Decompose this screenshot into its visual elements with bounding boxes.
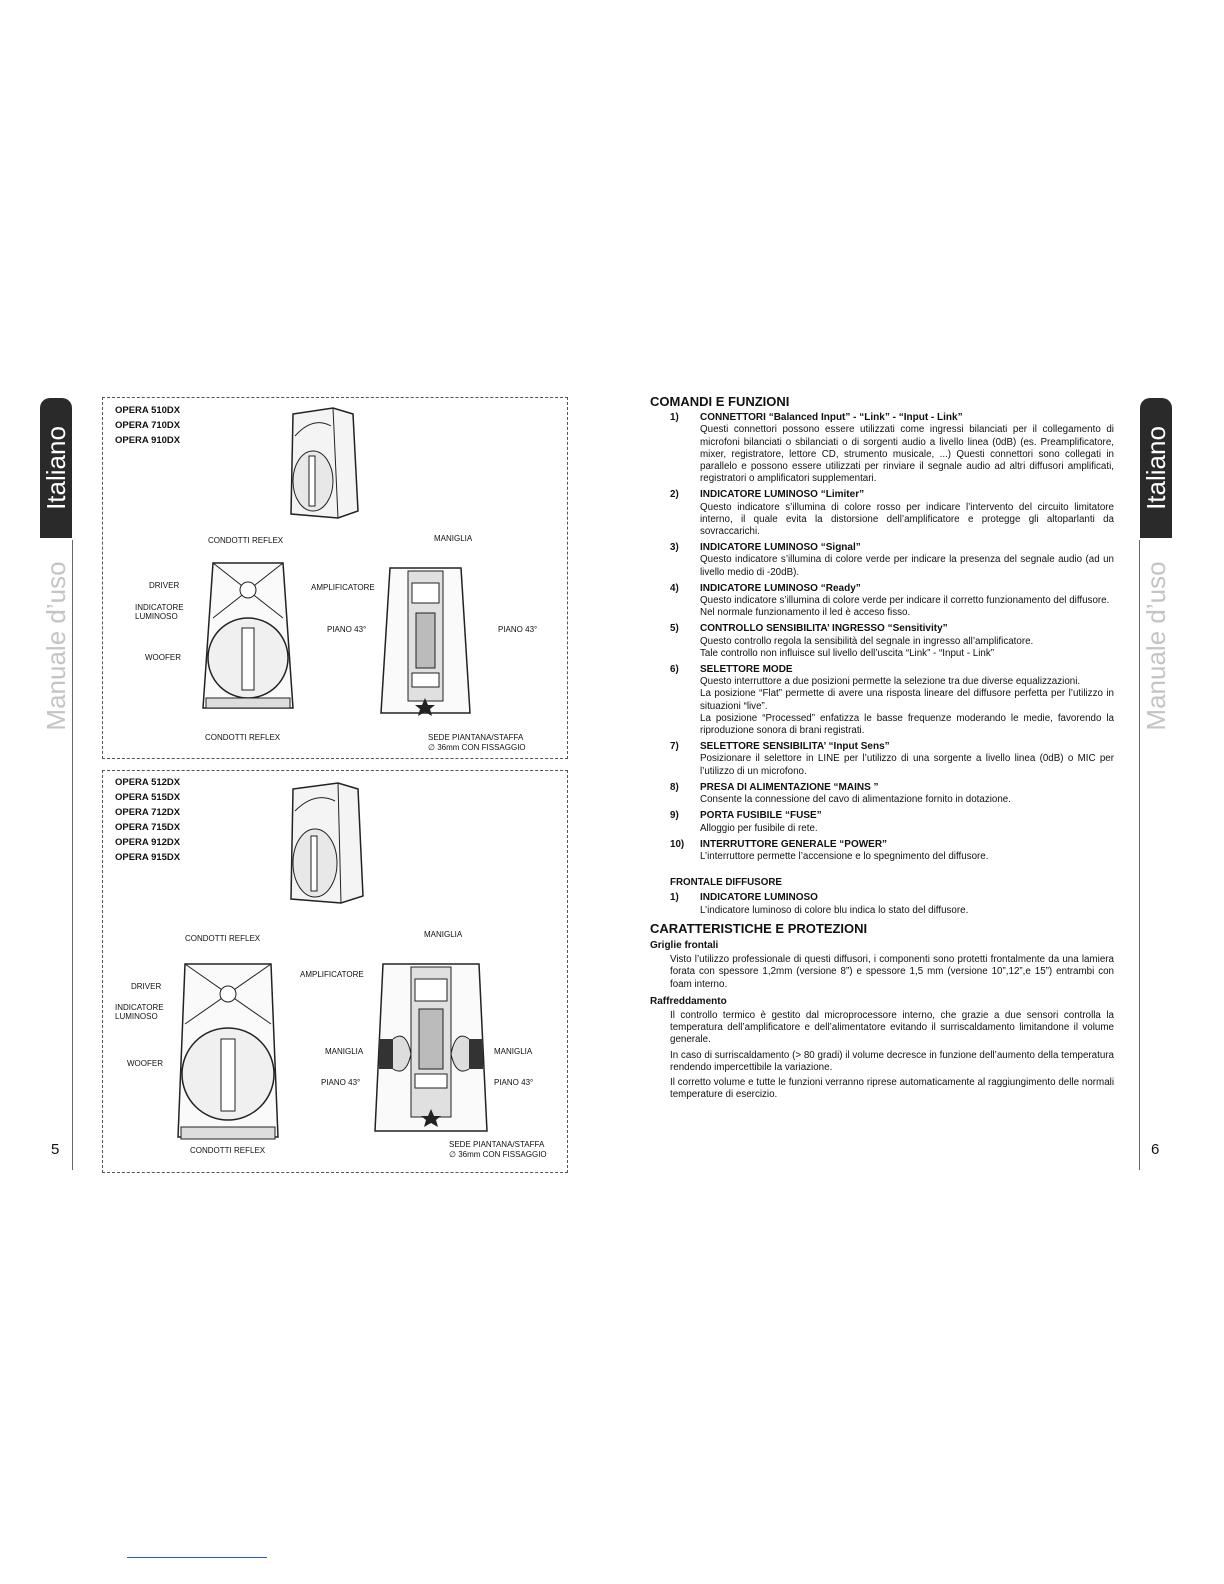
item-title: INDICATORE LUMINOSO “Signal”	[700, 542, 861, 554]
item-body: Questo indicatore s’illumina di colore rosso per indicare l’intervento del circuito limitatore interno, il quale evita la distorsione dell’amplificatore e protegge gli altoparlanti da sovraccarichi.	[700, 501, 1114, 538]
language-tab-label: Italiano	[41, 426, 71, 510]
item-title: PORTA FUSIBILE “FUSE”	[700, 810, 822, 822]
item-number: 1)	[670, 892, 679, 904]
subheading-raffreddamento: Raffreddamento	[650, 995, 727, 1007]
language-tab-label: Italiano	[1141, 426, 1171, 510]
label-piano-right: PIANO 43°	[494, 1078, 534, 1087]
label-condotti-reflex-bottom: CONDOTTI REFLEX	[190, 1146, 266, 1155]
model-name: OPERA 715DX	[115, 822, 181, 833]
item-number: 3)	[670, 542, 679, 554]
language-tab-right	[1140, 398, 1172, 538]
label-amplificatore: AMPLIFICATORE	[311, 583, 375, 592]
item-body: La posizione “Flat” permette di avere una risposta lineare del diffusore perfetta per l’utilizzo in situazioni “live”.	[700, 688, 1114, 712]
item-number: 6)	[670, 664, 679, 676]
speaker-rear-view-diagram	[371, 959, 491, 1139]
section-title-comandi: COMANDI E FUNZIONI	[650, 394, 790, 409]
item-body: L’interruttore permette l’accensione e lo spegnimento del diffusore.	[700, 850, 989, 862]
speaker-perspective-illustration	[283, 781, 368, 906]
item-title: INDICATORE LUMINOSO	[700, 892, 818, 904]
item-number: 4)	[670, 582, 679, 594]
item-body: Questo indicatore s’illumina di colore verde per indicare il corretto funzionamento del diffusore.	[700, 595, 1110, 607]
item-title: SELETTORE SENSIBILITA’ “Input Sens”	[700, 741, 890, 753]
margin-rule-right	[1139, 540, 1140, 1170]
label-luminoso: LUMINOSO	[115, 1012, 158, 1021]
label-piano-right: PIANO 43°	[498, 625, 538, 634]
label-maniglia-right: MANIGLIA	[494, 1047, 533, 1056]
label-sede-piantana: SEDE PIANTANA/STAFFA	[449, 1140, 545, 1149]
label-sede-piantana: SEDE PIANTANA/STAFFA	[428, 733, 524, 742]
margin-rule-left	[72, 540, 73, 1170]
model-name: OPERA 712DX	[115, 807, 181, 818]
item-body: Questo indicatore s’illumina di colore verde per indicare la presenza del segnale audio (ad un livello medio di -20dB).	[700, 554, 1114, 578]
page-number-right: 6	[1151, 1141, 1160, 1158]
list-item	[650, 664, 1114, 737]
item-body: Alloggio per fusibile di rete.	[700, 822, 818, 834]
item-title: PRESA DI ALIMENTAZIONE “MAINS ”	[700, 781, 879, 793]
item-number: 10)	[670, 838, 685, 850]
item-title: INDICATORE LUMINOSO “Ready”	[700, 582, 861, 594]
label-maniglia-top: MANIGLIA	[424, 930, 463, 939]
item-body: Questo interruttore a due posizioni permette la selezione tra due diverse equalizzazioni.	[700, 676, 1081, 688]
label-piano-left: PIANO 43°	[327, 625, 367, 634]
label-sede-diametro: ∅ 36mm CON FISSAGGIO	[428, 743, 526, 752]
list-item	[650, 741, 1114, 778]
speaker-rear-view-diagram	[378, 563, 473, 723]
list-item	[650, 583, 1114, 620]
label-maniglia-left: MANIGLIA	[325, 1047, 364, 1056]
section-title-caratteristiche: CARATTERISTICHE E PROTEZIONI	[650, 920, 868, 936]
subheading-griglie: Griglie frontali	[650, 939, 719, 951]
item-body: Posizionare il selettore in LINE per l’utilizzo di una sorgente a livello linea (0dB) o MIC per l’utilizzo di un microfono.	[700, 753, 1114, 777]
model-name: OPERA 510DX	[115, 405, 181, 416]
subsection-title-frontale: FRONTALE DIFFUSORE	[670, 877, 782, 889]
item-body: Questo controllo regola la sensibilità del segnale in ingresso all’amplificatore.	[700, 635, 1034, 647]
paragraph: In caso di surriscaldamento (> 80 gradi) il volume decresce in funzione dell’aumento della temperatura rendendo impercettibile la variazione.	[670, 1049, 1114, 1073]
model-name: OPERA 512DX	[115, 777, 181, 788]
list-item	[650, 892, 1114, 916]
label-indicatore: INDICATORE	[135, 603, 184, 612]
label-amplificatore: AMPLIFICATORE	[300, 970, 364, 979]
label-woofer: WOOFER	[145, 653, 181, 662]
list-item	[650, 810, 1114, 834]
diagram-panel-large-models	[102, 770, 568, 1173]
list-item	[650, 623, 1114, 660]
item-body: L’indicatore luminoso di colore blu indica lo stato del diffusore.	[700, 904, 969, 916]
speaker-perspective-illustration	[283, 406, 363, 521]
side-title-right: Manuale d’uso	[1141, 561, 1171, 731]
paragraph: Il corretto volume e tutte le funzioni verranno riprese automaticamente al raggiungimento delle normali temperature di esercizio.	[670, 1076, 1114, 1101]
item-number: 8)	[670, 781, 679, 793]
item-number: 1)	[670, 412, 679, 424]
label-luminoso: LUMINOSO	[135, 612, 178, 621]
model-name: OPERA 910DX	[115, 435, 181, 446]
list-item	[650, 542, 1114, 579]
item-title: CONNETTORI “Balanced Input” - “Link” - “Input - Link”	[700, 412, 963, 424]
label-piano-left: PIANO 43°	[321, 1078, 361, 1087]
language-tab-left	[40, 398, 72, 538]
speaker-front-view-diagram	[173, 959, 283, 1149]
item-number: 9)	[670, 810, 679, 822]
bottom-rule-line	[127, 1557, 267, 1558]
paragraph: Il controllo termico è gestito dal microprocessore interno, che grazie a due sensori controlla la temperatura dell’amplificatore e dell’alimentatore evitando il surriscaldamento limitandone il volume generale.	[670, 1009, 1114, 1046]
side-title-left: Manuale d’uso	[41, 561, 71, 731]
item-number: 7)	[670, 741, 679, 753]
label-indicatore: INDICATORE	[115, 1003, 164, 1012]
item-title: INTERRUTTORE GENERALE “POWER”	[700, 838, 888, 850]
label-driver: DRIVER	[131, 982, 162, 991]
item-body: La posizione “Processed” enfatizza le basse frequenze moderando le medie, favorendo la riproduzione sonora di brani registrati.	[700, 712, 1114, 737]
item-body: Tale controllo non influisce sul livello dell’uscita “Link” - “Input - Link”	[700, 647, 995, 659]
list-item	[650, 839, 1114, 863]
label-condotti-reflex-top: CONDOTTI REFLEX	[185, 934, 261, 943]
list-item	[650, 489, 1114, 538]
list-item	[650, 782, 1114, 806]
list-item	[650, 412, 1114, 485]
label-condotti-reflex-bottom: CONDOTTI REFLEX	[205, 733, 281, 742]
label-condotti-reflex-top: CONDOTTI REFLEX	[208, 536, 284, 545]
model-name: OPERA 912DX	[115, 837, 181, 848]
paragraph: Visto l’utilizzo professionale di questi diffusori, i componenti sono protetti frontalmente da una lamiera forata con spessore 1,2mm (versione 8”) e spessore 1,5 mm (versione 10”,12”,e 15”) entrambi con foam interno.	[670, 954, 1114, 990]
label-driver: DRIVER	[149, 581, 180, 590]
model-name: OPERA 515DX	[115, 792, 181, 803]
right-page-content	[650, 396, 1114, 1104]
model-name: OPERA 710DX	[115, 420, 181, 431]
page-number-left: 5	[51, 1141, 60, 1158]
model-list	[115, 775, 180, 865]
item-title: INDICATORE LUMINOSO “Limiter”	[700, 489, 865, 501]
item-body: Consente la connessione del cavo di alimentazione fornito in dotazione.	[700, 794, 1011, 806]
item-number: 5)	[670, 623, 679, 635]
label-woofer: WOOFER	[127, 1059, 163, 1068]
label-maniglia: MANIGLIA	[434, 534, 473, 543]
label-sede-diametro: ∅ 36mm CON FISSAGGIO	[449, 1150, 547, 1159]
item-title: SELETTORE MODE	[700, 664, 793, 676]
item-number: 2)	[670, 489, 679, 501]
item-title: CONTROLLO SENSIBILITA’ INGRESSO “Sensitivity”	[700, 623, 948, 635]
speaker-front-view-diagram	[198, 558, 298, 718]
model-list	[115, 403, 180, 448]
item-body: Nel normale funzionamento il led è acceso fisso.	[700, 607, 911, 619]
model-name: OPERA 915DX	[115, 852, 181, 863]
item-body: Questi connettori possono essere utilizzati come ingressi bilanciati per il collegamento di microfoni bilanciati o sbilanciati o di sorgenti audio a livello linea (0dB) (es. Preamplificatore, mixer, registratore, lettore CD, strumento musicale, ...) Questi connettori sono collegati in parallelo e possono essere utilizzati per rinviare il segnale audio ad altri diffusori amplificati, registratori o amplificatori supplementari.	[700, 424, 1114, 485]
diagram-panel-small-models	[102, 397, 568, 759]
